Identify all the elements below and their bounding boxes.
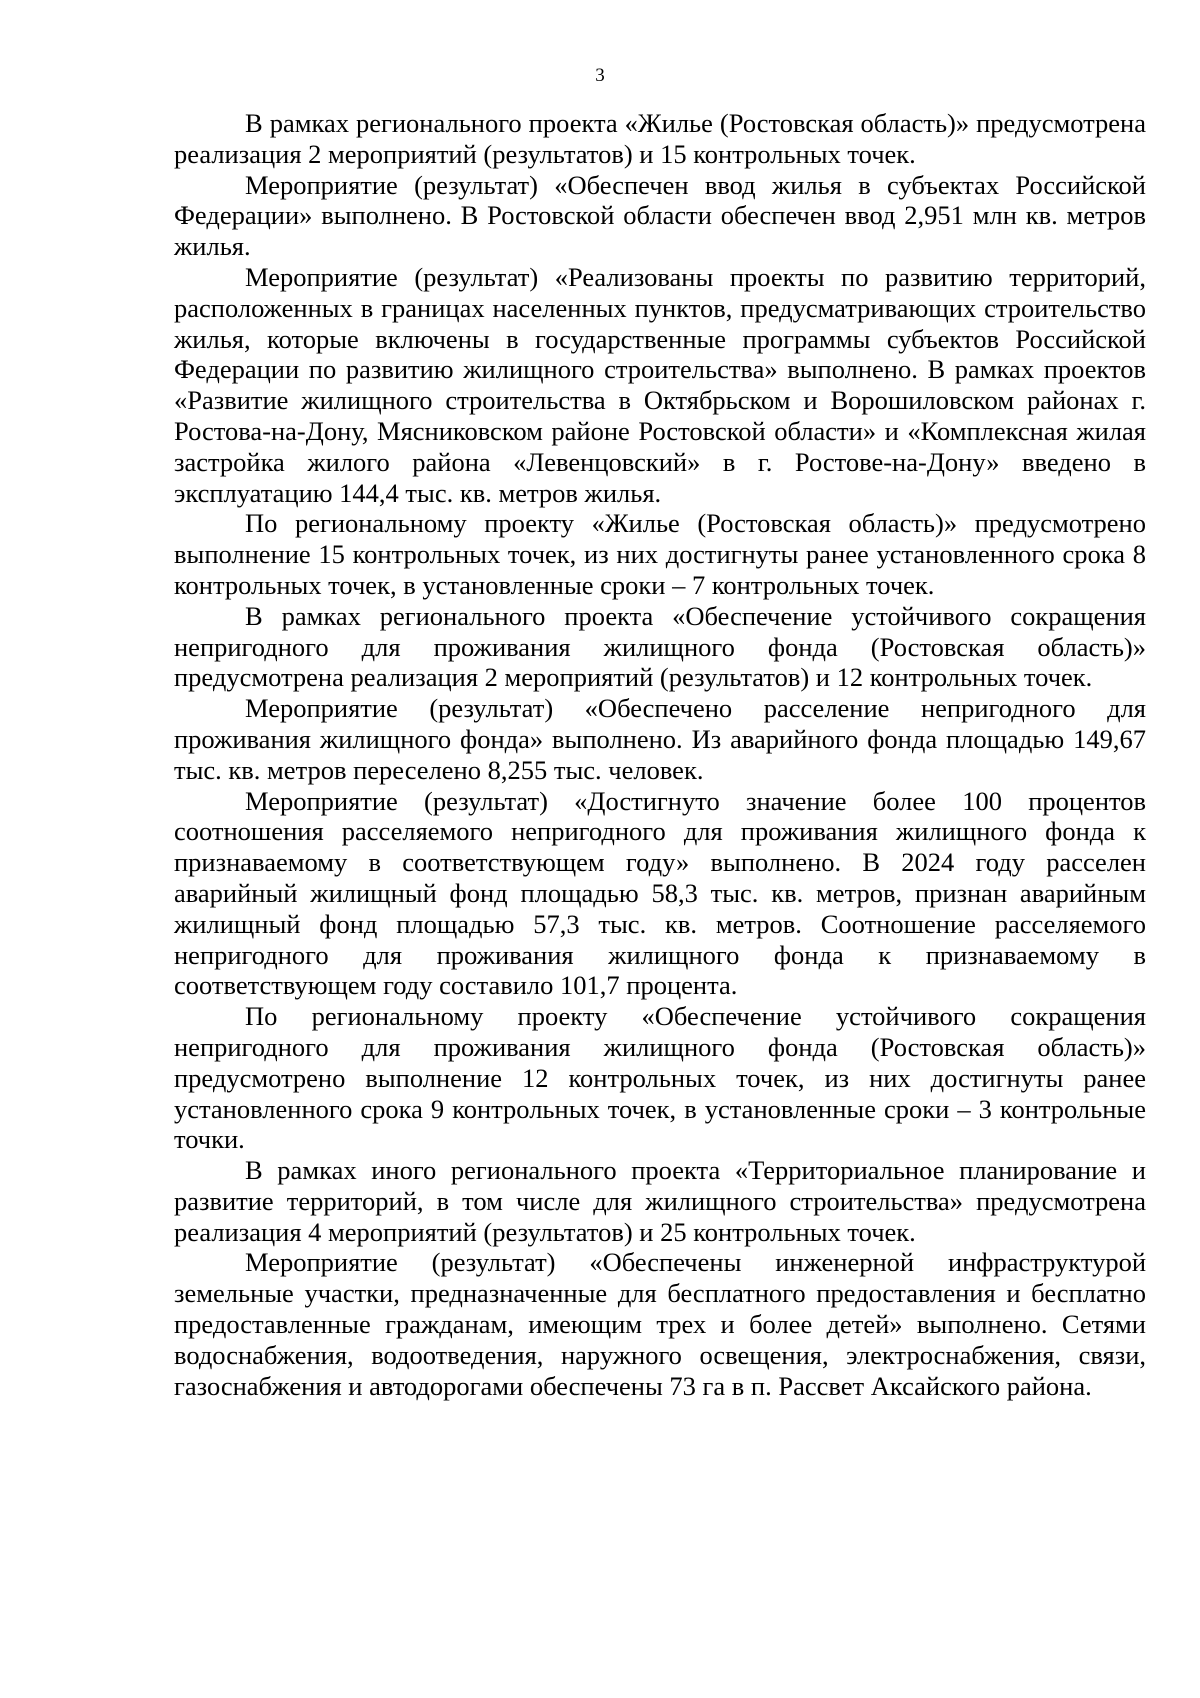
- paragraph-territory-development: Мероприятие (результат) «Реализованы проекты по развитию территорий, расположенных в границах населенных пунктов, предусматривающих строительство жилья, которые включены в государственные программы субъектов Российской Федерации по развитию жилищного строительства» выполнено. В рамках проектов «Развитие жилищного строительства в Октябрьском и Ворошиловском районах г. Ростова-на-Дону, Мясниковском районе Ростовской области» и «Комплексная жилая застройка жилого района «Левенцовский» в г. Ростове-на-Дону» введено в эксплуатацию 144,4 тыс. кв. метров жилья.: [174, 261, 1146, 508]
- paragraph-resettlement-ratio: Мероприятие (результат) «Достигнуто значение более 100 процентов соотношения расселяемого непригодного для проживания жилищного фонда к признаваемому в соответствующем году» выполнено. В 2024 году расселен аварийный жилищный фонд площадью 58,3 тыс. кв. метров, признан аварийным жилищный фонд площадью 57,3 тыс. кв. метров. Соотношение расселяемого непригодного для проживания жилищного фонда к признаваемому в соответствующем году составило 101,7 процента.: [174, 785, 1146, 1001]
- paragraph-unfit-housing-project-intro: В рамках регионального проекта «Обеспечение устойчивого сокращения непригодного для проживания жилищного фонда (Ростовская область)» предусмотрена реализация 2 мероприятий (результатов) и 12 контрольных точек.: [174, 600, 1146, 693]
- paragraph-territorial-planning-intro: В рамках иного регионального проекта «Территориальное планирование и развитие территорий, в том числе для жилищного строительства» предусмотрена реализация 4 мероприятий (результатов) и 25 контрольных точек.: [174, 1155, 1146, 1247]
- paragraph-unfit-housing-checkpoints: По региональному проекту «Обеспечение устойчивого сокращения непригодного для проживания жилищного фонда (Ростовская область)» предусмотрено выполнение 12 контрольных точек, из них достигнуты ранее установленного срока 9 контрольных точек, в установленные сроки – 3 контрольные точки.: [174, 1001, 1146, 1155]
- paragraph-resettlement: Мероприятие (результат) «Обеспечено расселение непригодного для проживания жилищного фонда» выполнено. Из аварийного фонда площадью 149,67 тыс. кв. метров переселено 8,255 тыс. человек.: [174, 693, 1146, 785]
- page-number: 3: [595, 65, 605, 86]
- paragraph-housing-commissioning: Мероприятие (результат) «Обеспечен ввод жилья в субъектах Российской Федерации» выполнено. В Ростовской области обеспечен ввод 2,951 млн кв. метров жилья.: [174, 169, 1146, 262]
- paragraph-housing-checkpoints: По региональному проекту «Жилье (Ростовская область)» предусмотрено выполнение 15 контрольных точек, из них достигнуты ранее установленного срока 8 контрольных точек, в установленные сроки – 7 контрольных точек.: [174, 508, 1146, 600]
- paragraph-housing-project-intro: В рамках регионального проекта «Жилье (Ростовская область)» предусмотрена реализация 2 мероприятий (результатов) и 15 контрольных точек.: [174, 108, 1146, 169]
- document-body: [174, 108, 1146, 1401]
- paragraph-land-infrastructure: Мероприятие (результат) «Обеспечены инженерной инфраструктурой земельные участки, предназначенные для бесплатного предоставления и бесплатно предоставленные гражданам, имеющим трех и более детей» выполнено. Сетями водоснабжения, водоотведения, наружного освещения, электроснабжения, связи, газоснабжения и автодорогами обеспечены 73 га в п. Рассвет Аксайского района.: [174, 1247, 1146, 1401]
